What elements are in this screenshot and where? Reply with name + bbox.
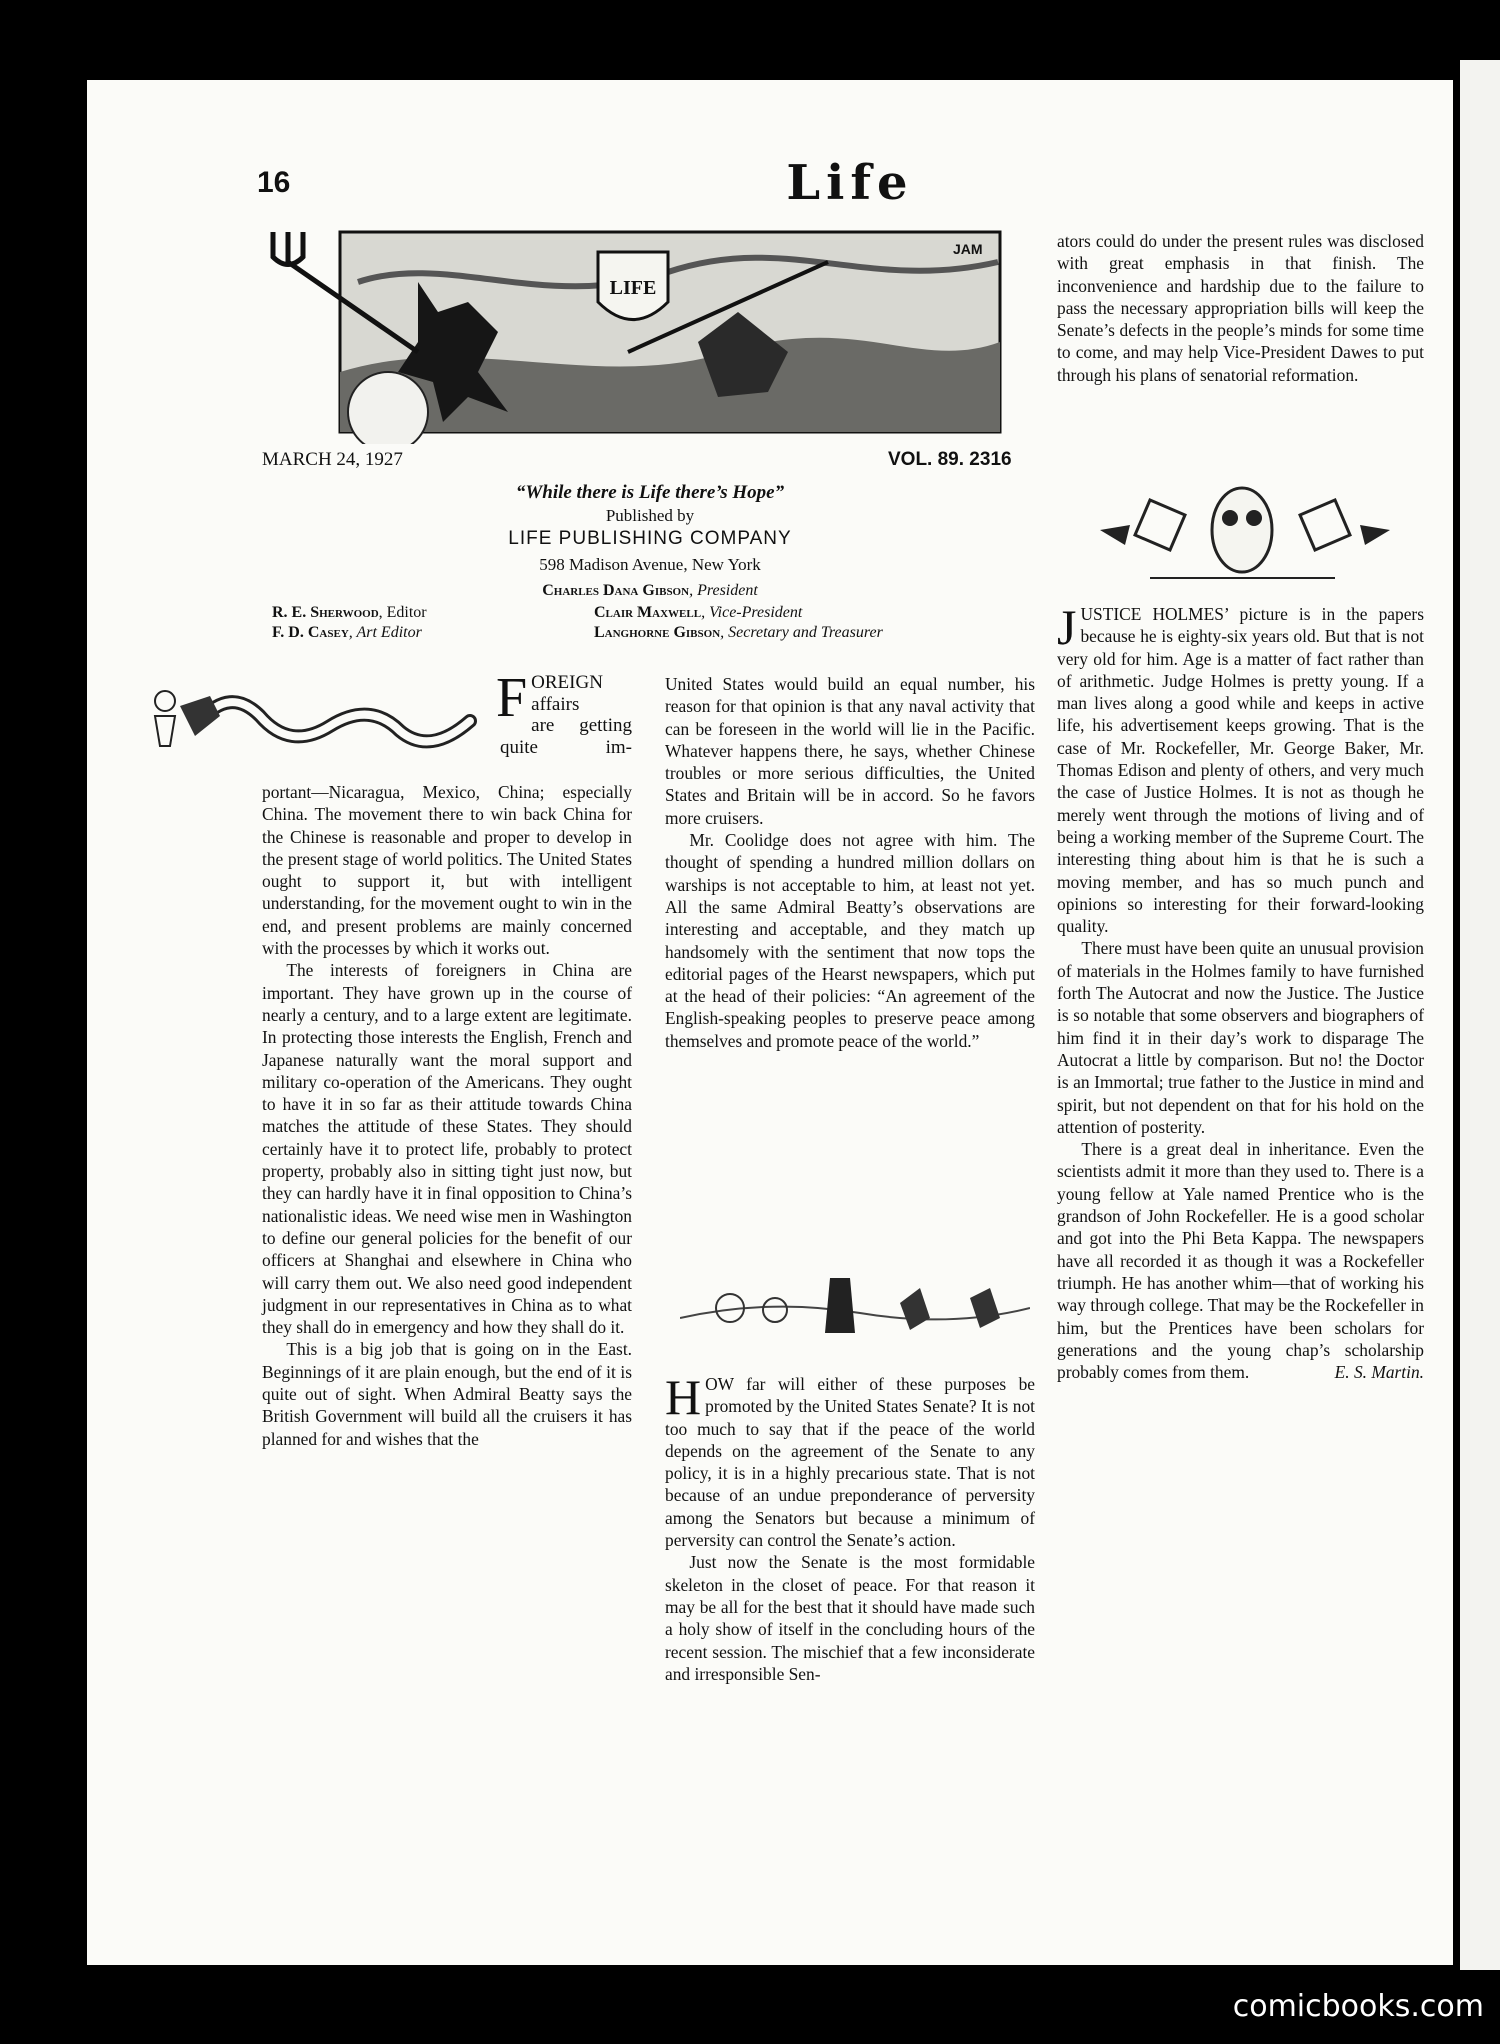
drop-cap-h: H (665, 1369, 702, 1425)
president-line (380, 582, 920, 600)
opening-line-1: OREIGN (531, 672, 603, 693)
opening-line-2: affairs (531, 693, 580, 715)
article-column-3 (1057, 230, 1424, 386)
staff-editors (272, 603, 427, 643)
staff-officers (594, 603, 883, 643)
article-column-1 (262, 781, 632, 1450)
publisher-name: LIFE PUBLISHING COMPANY (508, 528, 792, 549)
header-illustration (268, 222, 1008, 444)
paragraph: Just now the Senate is the most formidable skeleton in the closet of peace. For that reason it may be all for the best that it should have made such a holy show of itself in the concluding hours of the recent session. The mischief that a few inconsiderate and irresponsible Sen- (665, 1552, 1035, 1684)
editor-name: R. E. Sherwood (272, 604, 379, 621)
adjacent-page-edge (1460, 60, 1500, 1970)
editor-line (272, 603, 427, 623)
paragraph (665, 1369, 1035, 1551)
site-watermark: comicbooks.com (1232, 1989, 1484, 2024)
paragraph: Mr. Coolidge does not agree with him. The thought of spending a hundred million dollars on warships is not acceptable to him, at least not yet. All the same Admiral Beatty’s observations are interesting and acceptable, and they match up handsomely with the sentiment that now tops the editorial pages of the Hearst newspapers, which put at the head of their policies: “An agreement of the English-speaking peoples to preserve peace among themselves and promote peace of the world.” (665, 830, 1035, 1051)
paragraph: This is a big job that is going on in the East. Beginnings of it are plain enough, but the end of it is quite out of sight. When Admiral Beatty says the British Government will build all the cruisers it has planned for and wishes that the (262, 1339, 632, 1449)
paragraph: The interests of foreigners in China are important. They have grown up in the course of nearly a century, and to a large extent are legitimate. In protecting those interests the English, French and Japanese naturally want the moral support and military co-operation of the Americans. They ought to have it in so far as their attitude towards China matches the attitude of these States. They should certainly have it to protect life, probably to protect property, probably also in sitting tight just now, but they can hardly have it in final opposition to China’s nationalistic ideas. We need wise men in Washington to define our general policies for the benefit of our officers at Shanghai and elsewhere in China who will carry them out. We also need good independent judgment in our representatives in China as to what they shall do in emergency and how they shall do it. (262, 960, 632, 1338)
page-number: 16 (257, 166, 291, 199)
dragon-illustration (140, 676, 480, 776)
president-name: Charles Dana Gibson (542, 582, 690, 599)
president-title: , President (689, 582, 758, 599)
drop-cap-f: F (496, 667, 528, 729)
paragraph: portant—Nicaragua, Mexico, China; especially China. The movement there to win back China for the Chinese is reasonable and proper to develop in the present stage of world politics. The United States ought to support it, but with intelligent understanding, for the movement ought to win in the end, and present problems are mainly concerned with the processes by which it works out. (262, 782, 632, 959)
publisher-address: 598 Madison Avenue, New York (539, 555, 761, 574)
issue-volume: VOL. 89. 2316 (888, 449, 1012, 470)
paragraph-text: USTICE HOLMES’ picture is in the papers because he is eighty-six years old. But that is not very old for him. Age is a matter of fact rather than of arithmetic. Judge Holmes is pretty young. If a man lives along a good while and keeps in active life, his advertisement keeps growing. That is the case of Mr. Rockefeller, Mr. George Baker, Mr. Thomas Edison and plenty of others, and very much the case of Justice Holmes. It is not as though he merely went through the motions of living and of being a working member of the Supreme Court. The interesting thing about him is that he is such a moving member, and has so much punch and opinions so interesting for their forward-looking quality. (1057, 604, 1424, 937)
vp-line (594, 603, 883, 623)
paragraph (1057, 1138, 1424, 1383)
artist-initials: JAM (953, 241, 983, 257)
art-editor-line (272, 623, 427, 643)
paragraph: United States would build an equal number, his reason for that opinion is that any naval activity that can be foreseen in the world will lie in the Pacific. Whatever happens there, he says, whether Chinese troubles or more serious difficulties, the United States and Britain will be in accord. So he favors more cruisers. (665, 674, 1035, 828)
author-signature: E. S. Martin. (1334, 1362, 1424, 1383)
column1-opening (496, 667, 632, 758)
art-editor-name: F. D. Casey (272, 624, 349, 641)
editor-title: , Editor (378, 604, 427, 621)
vp-title: , Vice-President (701, 604, 803, 621)
paragraph: ators could do under the present rules was disclosed with great emphasis in that finish. The inconvenience and hardship due to the failure to pass the necessary appropriation bills will keep the Senate’s defects in the people’s minds for some time to come, and may help Vice-President Dawes to put through his plans of senatorial reformation. (1057, 231, 1424, 385)
paragraph-text: OW far will either of these purposes be promoted by the United States Senate? It is not too much to say that if the peace of the world depends on the agreement of the Senate to any policy, it is in a highly precarious state. That is not because of an undue preponderance of perversity among the Senators but because a minimum of perversity can control the Senate’s action. (665, 1374, 1035, 1551)
secretary-name: Langhorne Gibson (594, 624, 721, 641)
secretary-title: , Secretary and Treasurer (720, 624, 883, 641)
masthead-title: Life (786, 155, 914, 211)
drop-cap-j: J (1057, 599, 1077, 655)
opening-line-3: are getting (531, 715, 632, 736)
article-column-2 (665, 673, 1035, 1052)
article-column-2-lower (665, 1369, 1035, 1685)
paragraph-text: There is a great deal in inheritance. Even the scientists admit it more than they used to. There is a young fellow at Yale named Prentice who is the grandson of John Rockefeller. He is a good scholar and got into the Phi Beta Kappa. The newspapers have all recorded it as though it was a Rockefeller triumph. He has another whim—that of working his way through college. That may be the Rockefeller in him, but the Prentices have been scholars for generations and the young chap’s scholarship probably comes from them. (1057, 1139, 1424, 1383)
shield-label: LIFE (609, 277, 657, 299)
published-by: Published by (605, 506, 695, 525)
paragraph (1057, 599, 1424, 937)
paragraph: There must have been quite an unusual provision of materials in the Holmes family to have furnished forth The Autocrat and now the Justice. The Justice is so notable that some observers and biographers of him find it in their day’s work to disparage The Autocrat a little by comparison. But no! the Doctor is an Immortal; true father to the Justice in mind and spirit, but not dependent on that for his hold on the attention of posterity. (1057, 938, 1424, 1137)
vp-name: Clair Maxwell (594, 604, 702, 621)
art-editor-title: , Art Editor (348, 624, 422, 641)
secretary-line (594, 623, 883, 643)
issue-date: MARCH 24, 1927 (262, 449, 403, 470)
owl-and-books-illustration (1090, 470, 1395, 592)
motto: “While there is Life there’s Hope” (515, 482, 785, 503)
article-column-3-lower (1057, 599, 1424, 1383)
opening-line-4: quite im- (500, 736, 632, 758)
procession-illustration (680, 1258, 1030, 1350)
